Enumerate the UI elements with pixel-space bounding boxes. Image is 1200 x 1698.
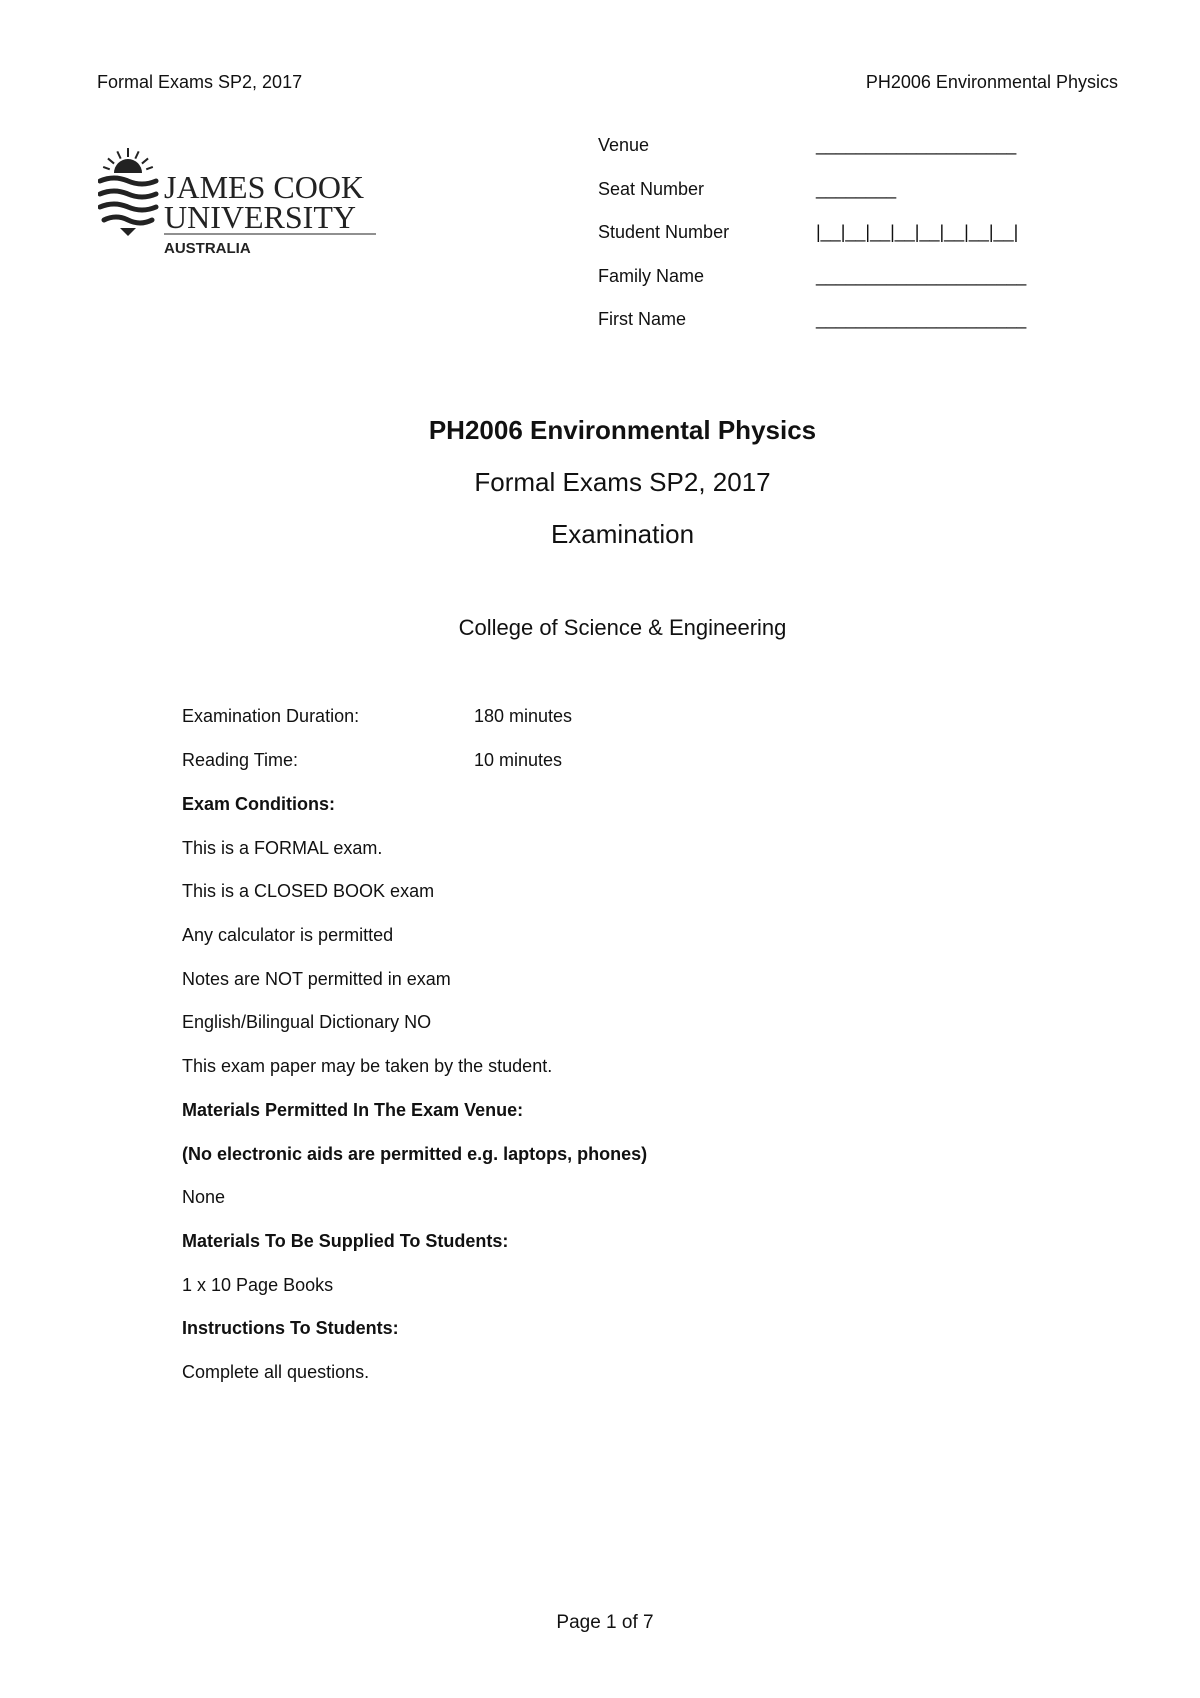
condition-item: This is a FORMAL exam.: [182, 837, 383, 858]
running-header-right: PH2006 Environmental Physics: [865, 72, 1118, 92]
condition-item: Any calculator is permitted: [182, 925, 394, 946]
instructions-value: Complete all questions.: [182, 1361, 370, 1382]
logo-line3: AUSTRALIA: [164, 240, 251, 257]
student-info-fields: [598, 135, 1078, 353]
reading-time-value: 10 minutes: [474, 750, 563, 770]
duration-row: [182, 706, 982, 750]
first-name-label: First Name: [598, 309, 687, 329]
conditions-heading: Exam Conditions:: [182, 794, 336, 814]
seat-number-row: [598, 179, 1078, 223]
materials-supplied-heading: Materials To Be Supplied To Students:: [182, 1230, 509, 1251]
duration-label: Examination Duration:: [182, 706, 360, 726]
venue-field[interactable]: ____________________: [816, 135, 1017, 155]
reading-time-row: [182, 750, 982, 794]
running-header-left: Formal Exams SP2, 2017: [97, 72, 303, 92]
duration-value: 180 minutes: [474, 706, 573, 726]
first-name-row: [598, 309, 1078, 353]
university-logo-icon: [98, 148, 388, 268]
condition-item: This is a CLOSED BOOK exam: [182, 881, 435, 902]
student-number-label: Student Number: [598, 222, 730, 242]
student-number-row: [598, 222, 1078, 266]
seat-number-field[interactable]: ________: [816, 178, 897, 199]
university-logo: [98, 148, 388, 268]
condition-item: This exam paper may be taken by the student.: [182, 1056, 553, 1077]
exam-session: Formal Exams SP2, 2017: [474, 467, 771, 497]
college-name: College of Science & Engineering: [458, 615, 787, 640]
condition-item: Notes are NOT permitted in exam: [182, 968, 451, 989]
course-title: PH2006 Environmental Physics: [428, 415, 817, 445]
exam-type: Examination: [550, 519, 695, 549]
reading-time-label: Reading Time:: [182, 750, 299, 770]
logo-line2: UNIVERSITY: [164, 199, 356, 235]
materials-permitted-note: (No electronic aids are permitted e.g. laptops, phones): [182, 1143, 648, 1164]
materials-permitted-heading: Materials Permitted In The Exam Venue:: [182, 1099, 524, 1120]
page-number: Page 1 of 7: [556, 1612, 654, 1633]
family-name-label: Family Name: [598, 265, 705, 286]
exam-details: [182, 706, 982, 1406]
family-name-field[interactable]: _____________________: [816, 265, 1027, 286]
first-name-field[interactable]: _____________________: [816, 309, 1027, 329]
logo-line1: JAMES COOK: [164, 169, 365, 205]
venue-label: Venue: [598, 135, 650, 155]
family-name-row: [598, 266, 1078, 310]
instructions-heading: Instructions To Students:: [182, 1318, 399, 1339]
seat-number-label: Seat Number: [598, 178, 705, 199]
materials-permitted-value: None: [182, 1187, 226, 1208]
condition-item: English/Bilingual Dictionary NO: [182, 1012, 432, 1033]
venue-row: [598, 135, 1078, 179]
student-number-field[interactable]: |__|__|__|__|__|__|__|__|: [816, 222, 1019, 242]
materials-supplied-value: 1 x 10 Page Books: [182, 1274, 334, 1295]
